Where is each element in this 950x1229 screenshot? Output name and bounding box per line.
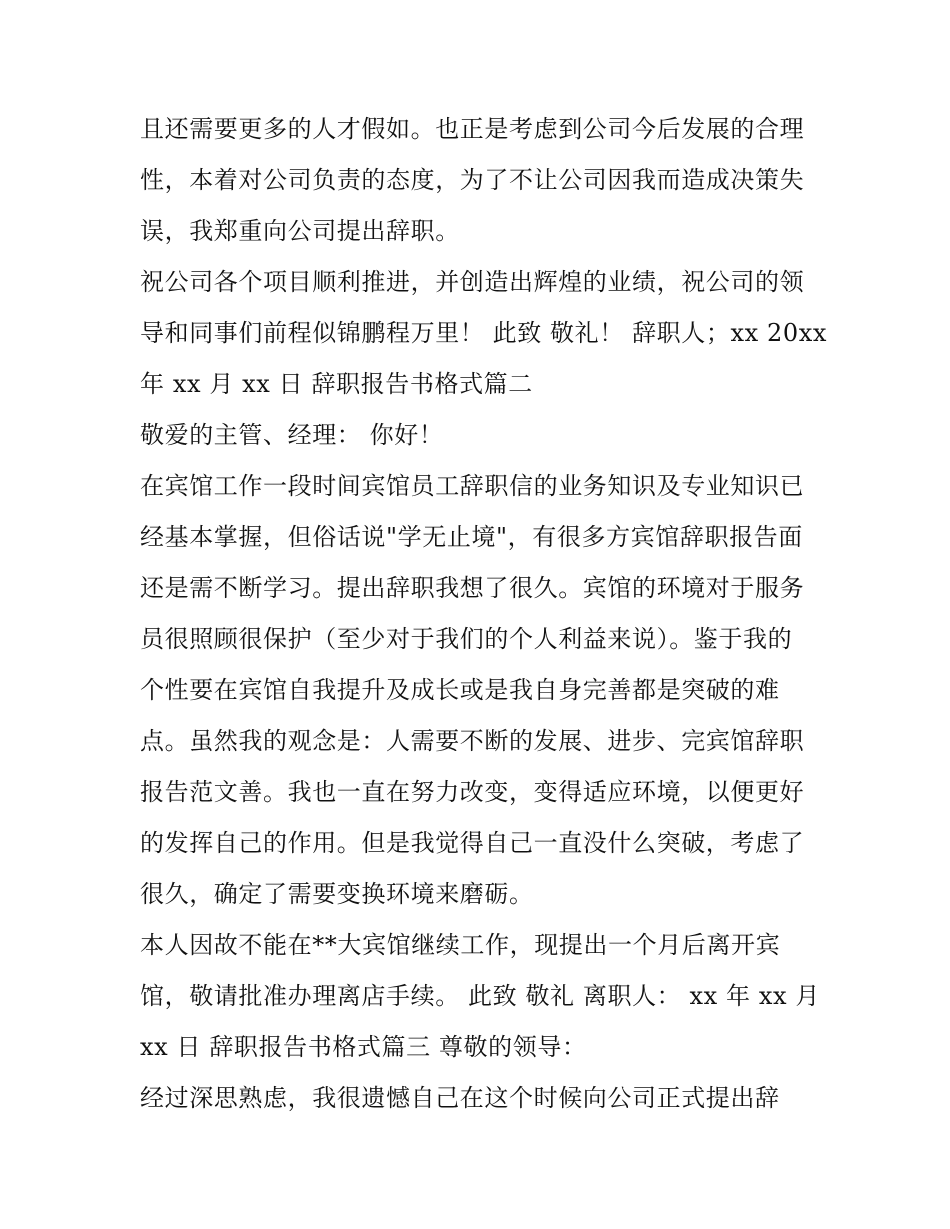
- text-line: 个性要在宾馆自我提升及成长或是我自身完善都是突破的难: [140, 676, 780, 704]
- text-line: 的发挥自己的作用。但是我觉得自己一直没什么突破，考虑了: [140, 829, 805, 857]
- text-line: 点。虽然我的观念是：人需要不断的发展、进步、完宾馆辞职: [140, 727, 805, 755]
- text-line: 还是需不断学习。提出辞职我想了很久。宾馆的环境对于服务: [140, 574, 805, 602]
- text-line: 本人因故不能在**大宾馆继续工作，现提出一个月后离开宾: [140, 931, 781, 959]
- paragraph-third-letter-opening: [140, 1073, 812, 1124]
- text-line: 在宾馆工作一段时间宾馆员工辞职信的业务知识及专业知识已: [140, 472, 805, 500]
- text-line: 员很照顾很保护（至少对于我们的个人利益来说）。鉴于我的: [140, 625, 793, 653]
- text-line: 误，我郑重向公司提出辞职。: [140, 217, 460, 245]
- text-line: 很久，确定了需要变换环境来磨砺。: [140, 880, 534, 908]
- text-line: 经基本掌握，但俗话说"学无止境"，有很多方宾馆辞职报告面: [140, 523, 803, 551]
- paragraph-closing-wishes: [140, 257, 827, 410]
- text-line: 年 xx 月 xx 日 辞职报告书格式篇二: [140, 370, 533, 398]
- text-line: 敬爱的主管、经理： 你好！: [140, 421, 444, 449]
- text-line: 祝公司各个项目顺利推进，并创造出辉煌的业绩，祝公司的领: [140, 268, 805, 296]
- text-line: xx 日 辞职报告书格式篇三 尊敬的领导：: [140, 1033, 587, 1061]
- text-line: 性，本着对公司负责的态度，为了不让公司因我而造成决策失: [140, 166, 805, 194]
- text-line: 且还需要更多的人才假如。也正是考虑到公司今后发展的合理: [140, 115, 805, 143]
- paragraph-hotel-work: [140, 461, 812, 920]
- text-line: 报告范文善。我也一直在努力改变，变得适应环境，以便更好: [140, 778, 805, 806]
- text-line: 馆，敬请批准办理离店手续。 此致 敬礼 离职人： xx 年 xx 月: [140, 982, 820, 1010]
- document-body: [140, 104, 827, 1124]
- paragraph-leave-request: [140, 920, 820, 1073]
- paragraph-resignation-reason: [140, 104, 812, 257]
- text-line: 经过深思熟虑，我很遗憾自己在这个时候向公司正式提出辞: [140, 1084, 780, 1112]
- paragraph-salutation: [140, 410, 812, 461]
- text-line: 导和同事们前程似锦鹏程万里！ 此致 敬礼！ 辞职人；xx 20xx: [140, 319, 827, 347]
